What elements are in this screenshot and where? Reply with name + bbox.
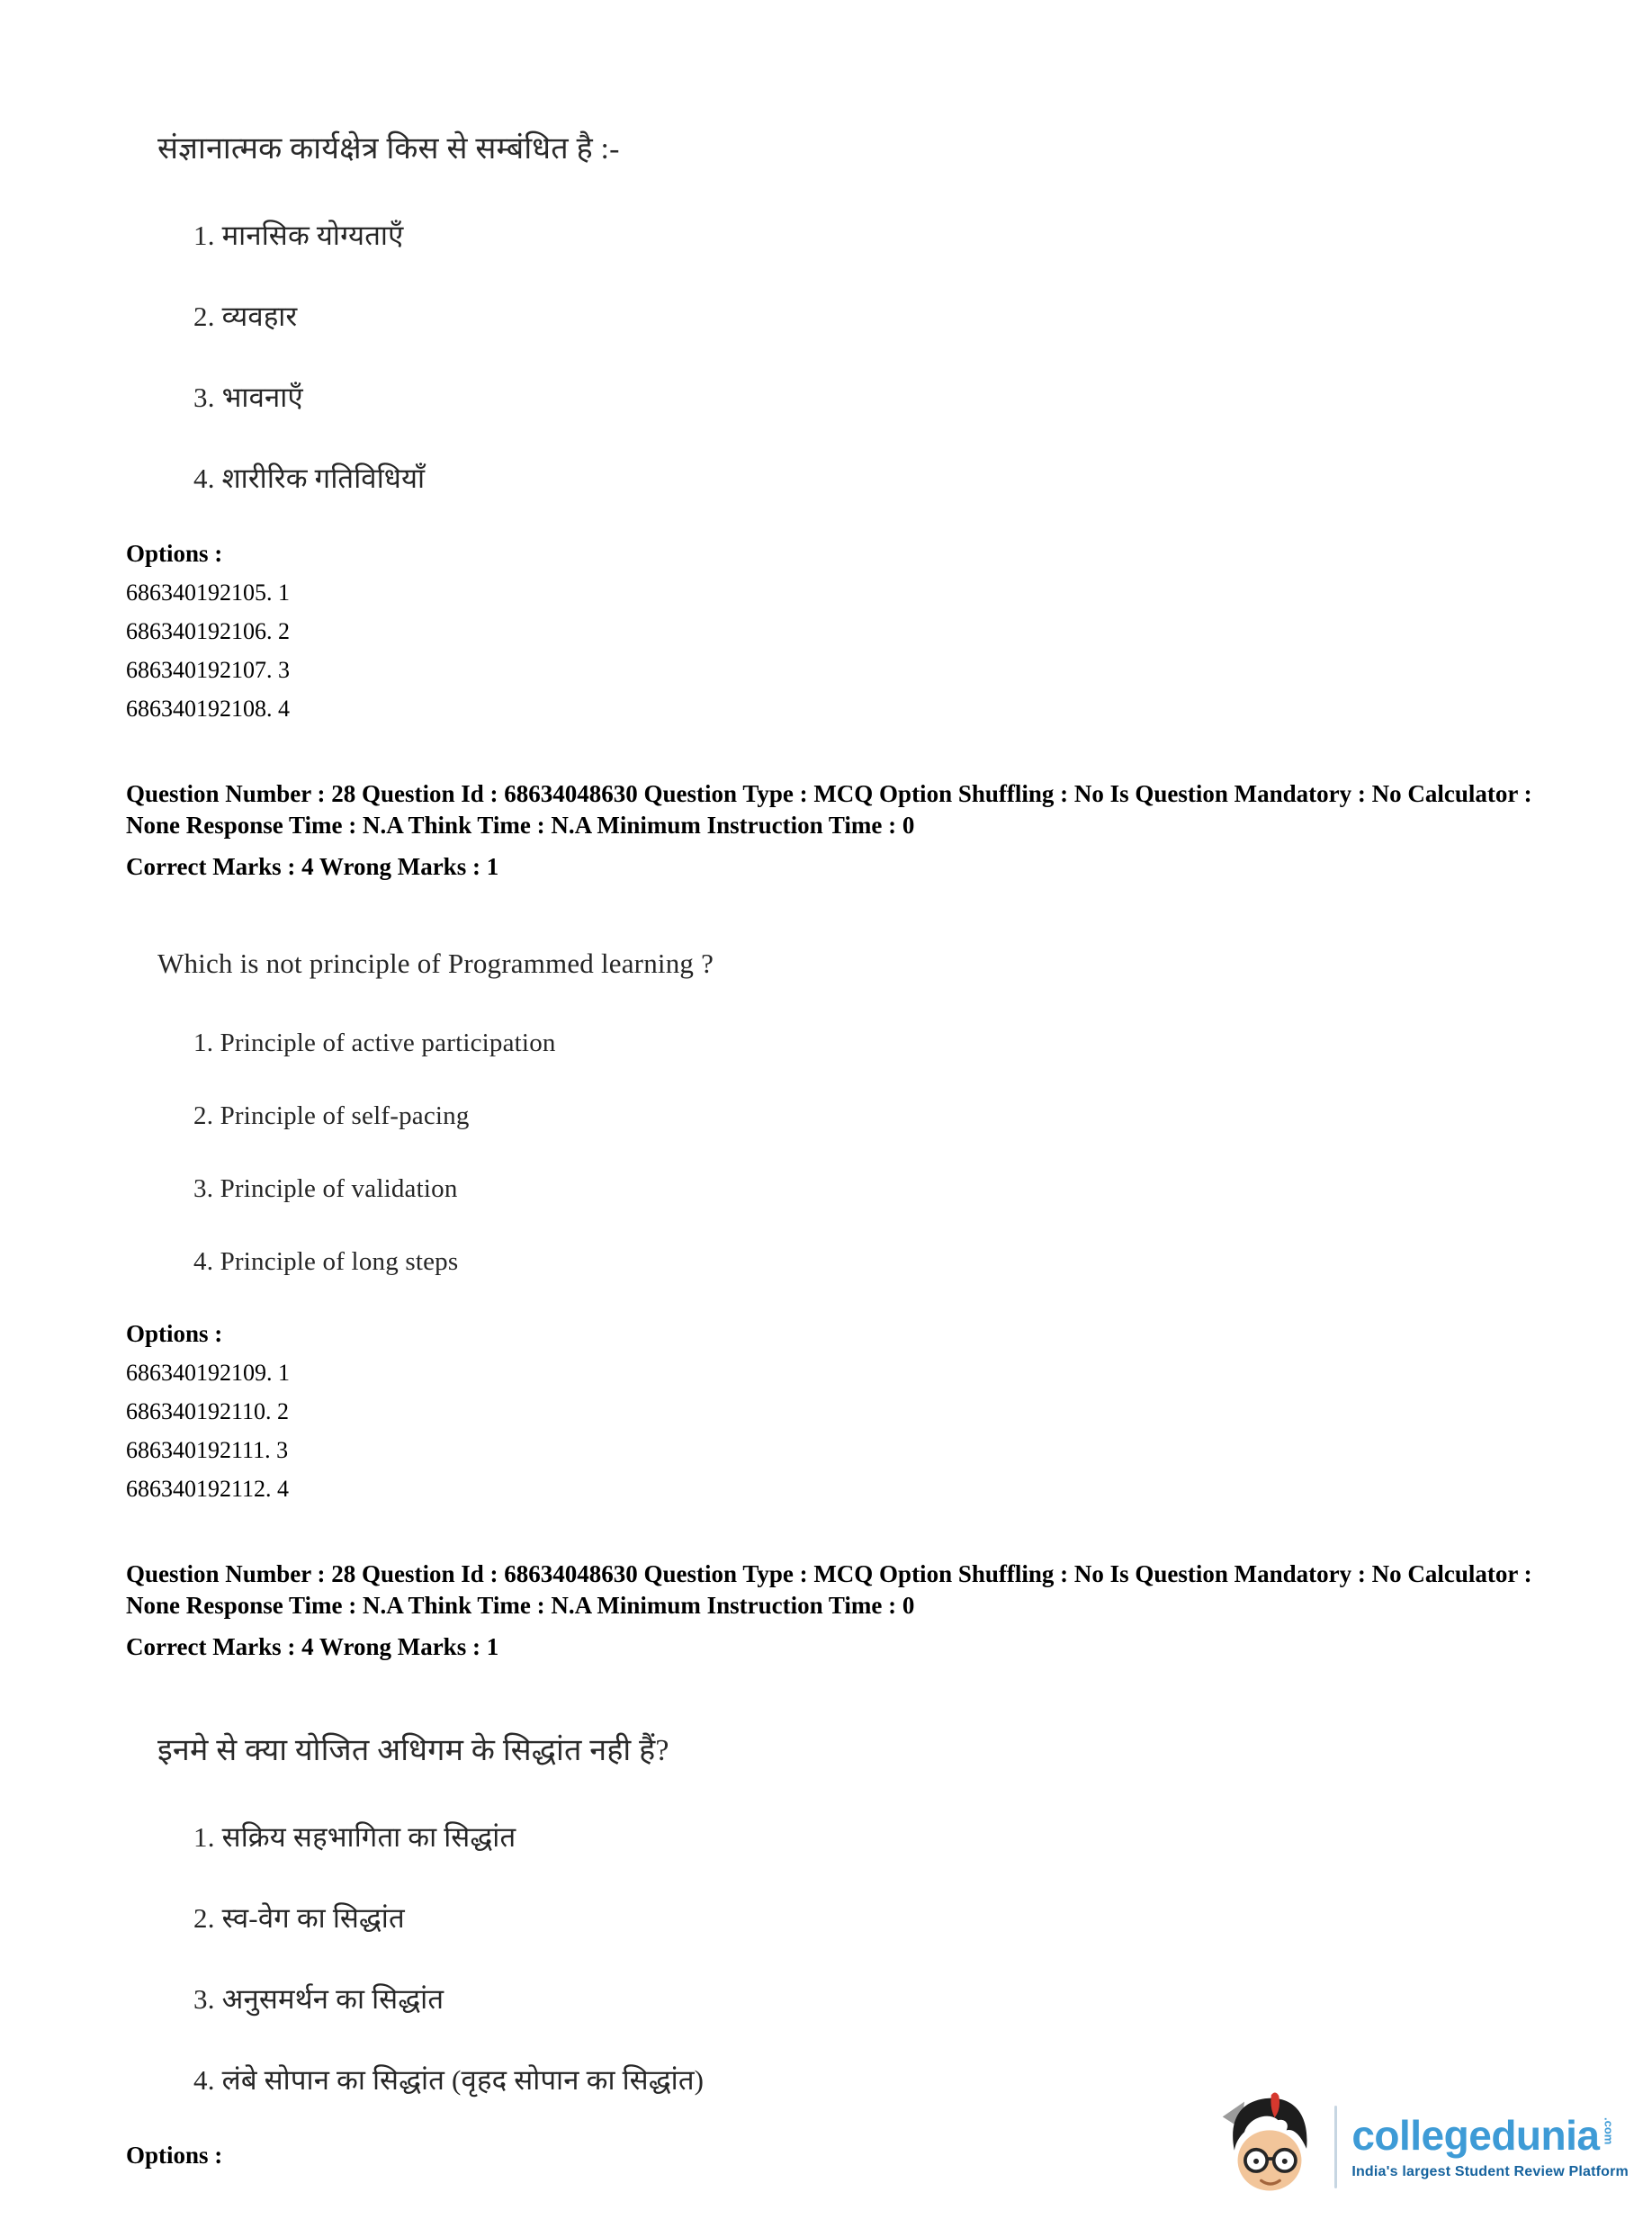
question-block-1 [126,126,1571,728]
choice-3: 3. Principle of validation [193,1174,458,1203]
choice-list [193,216,1571,497]
option-id: 686340192105. 1 [126,579,290,606]
marks-line: Correct Marks : 4 Wrong Marks : 1 [126,853,499,880]
choice-4: 4. Principle of long steps [193,1247,459,1276]
choice-1: 1. Principle of active participation [193,1029,556,1057]
option-id-list [126,573,1571,728]
choice-list [193,1818,1571,2098]
options-label: Options : [126,540,223,567]
options-label: Options : [126,2142,223,2169]
collegedunia-logo [1219,2091,1629,2203]
question-meta-block-1 [126,778,1571,883]
question-meta-line: Question Number : 28 Question Id : 68634048630 Question Type : MCQ Option Shuffling : No Is Question Mandatory : No Calculator : None Response Time : N.A Think Time : N.A Minimum Instruction Time : 0 [126,780,1532,839]
option-id-list [126,1353,1571,1508]
choice-4: 4. शारीरिक गतिविधियाँ [193,463,426,494]
question-meta-block-2 [126,1559,1571,1663]
options-label: Options : [126,1320,223,1347]
brand-tagline-text: India's largest Student Review Platform [1351,2164,1629,2180]
choice-1: 1. सक्रिय सहभागिता का सिद्धांत [193,1821,516,1853]
option-id: 686340192109. 1 [126,1360,290,1386]
option-id: 686340192112. 4 [126,1476,290,1502]
collegedunia-mascot-icon [1219,2091,1320,2203]
choice-3: 3. भावनाएँ [193,382,303,413]
question-meta-line: Question Number : 28 Question Id : 68634048630 Question Type : MCQ Option Shuffling : No Is Question Mandatory : No Calculator : None Response Time : N.A Think Time : N.A Minimum Instruction Time : 0 [126,1560,1532,1619]
choice-3: 3. अनुसमर्थन का सिद्धांत [193,1983,444,2015]
logo-divider [1334,2106,1337,2188]
marks-line: Correct Marks : 4 Wrong Marks : 1 [126,1633,499,1660]
option-id: 686340192110. 2 [126,1398,290,1424]
option-id: 686340192107. 3 [126,657,290,683]
question-text: इनमे से क्या योजित अधिगम के सिद्धांत नही हैं? [157,1734,669,1767]
question-block-2 [126,948,1571,1508]
choice-2: 2. स्व-वेग का सिद्धांत [193,1902,405,1934]
brand-tld-text: .com [1602,2116,1616,2145]
choice-2: 2. Principle of self-pacing [193,1101,470,1130]
question-text: Which is not principle of Programmed learning ? [157,948,714,979]
question-text: संज्ञानात्मक कार्यक्षेत्र किस से सम्बंधित है :- [157,132,620,166]
option-id: 686340192111. 3 [126,1437,289,1463]
choice-list [193,1029,1571,1277]
logo-text [1351,2111,1629,2180]
choice-1: 1. मानसिक योग्यताएँ [193,220,404,251]
option-id: 686340192108. 4 [126,696,290,722]
option-id: 686340192106. 2 [126,618,290,644]
choice-4: 4. लंबे सोपान का सिद्धांत (वृहद सोपान का सिद्धांत) [193,2064,705,2096]
brand-text: collegedunia [1351,2111,1600,2159]
choice-2: 2. व्यवहार [193,301,298,332]
